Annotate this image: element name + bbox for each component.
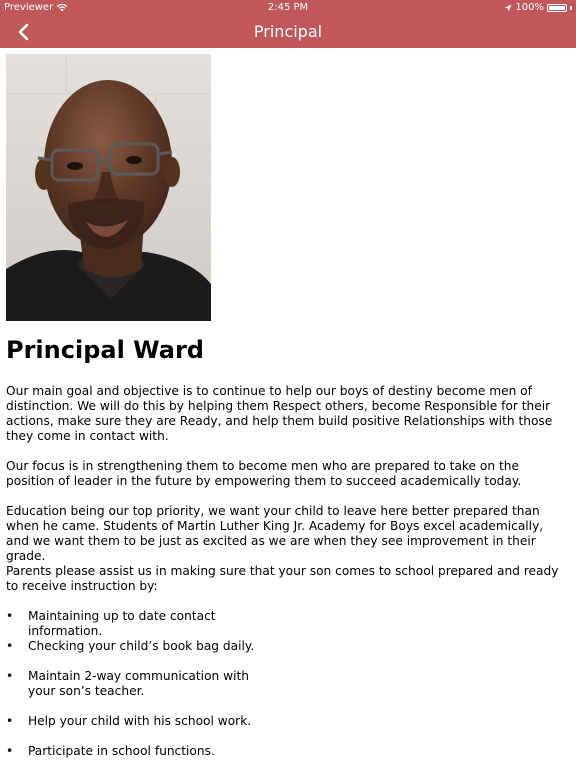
status-bar — [0, 0, 576, 16]
bullet-icon: • — [6, 744, 14, 758]
list-item-text: Maintain 2-way communication with your son’s teacher. — [28, 669, 249, 698]
portrait-illustration — [6, 54, 211, 321]
battery-tip — [570, 6, 572, 10]
paragraph-goal: Our main goal and objective is to continue to help our boys of destiny become men of distinction. We will do this by helping them Respect others, become Responsible for their actions, make sure they are Ready, and help them build positive Relationships with those they come in contact with. — [6, 384, 553, 443]
bullet-icon: • — [6, 669, 14, 683]
navigation-bar — [0, 16, 576, 48]
status-time: 2:45 PM — [267, 2, 309, 13]
bullet-icon: • — [6, 609, 14, 623]
principal-name-heading: Principal Ward — [6, 336, 204, 364]
battery-icon — [547, 4, 567, 12]
list-item-text: Participate in school functions. — [28, 744, 215, 758]
page-title: Principal — [253, 22, 323, 41]
paragraph-parents: Parents please assist us in making sure that your son comes to school prepared and ready to receive instruction by: — [6, 564, 559, 593]
bullet-icon: • — [6, 639, 14, 653]
paragraph-education: Education being our top priority, we want your child to leave here better prepared than when he came. Students of Martin Luther King Jr. Academy for Boys excel academically, and we want them to be just as excited as we are when they see improvement in their grade. — [6, 504, 544, 563]
status-right — [504, 2, 572, 13]
paragraph-focus: Our focus is in strengthening them to become men who are prepared to take on the position of leader in the future by empowering them to succeed academically today. — [6, 459, 522, 488]
principal-photo — [6, 54, 211, 321]
bullet-icon: • — [6, 714, 14, 728]
battery-level — [549, 6, 565, 10]
list-item-text: Checking your child’s book bag daily. — [28, 639, 255, 653]
location-arrow-icon — [504, 4, 512, 12]
carrier-label: Previewer — [4, 2, 54, 13]
list-item-text: Maintaining up to date contact information. — [28, 609, 216, 638]
battery-percent: 100% — [515, 2, 544, 13]
page-content — [0, 48, 576, 768]
list-item-text: Help your child with his school work. — [28, 714, 252, 728]
